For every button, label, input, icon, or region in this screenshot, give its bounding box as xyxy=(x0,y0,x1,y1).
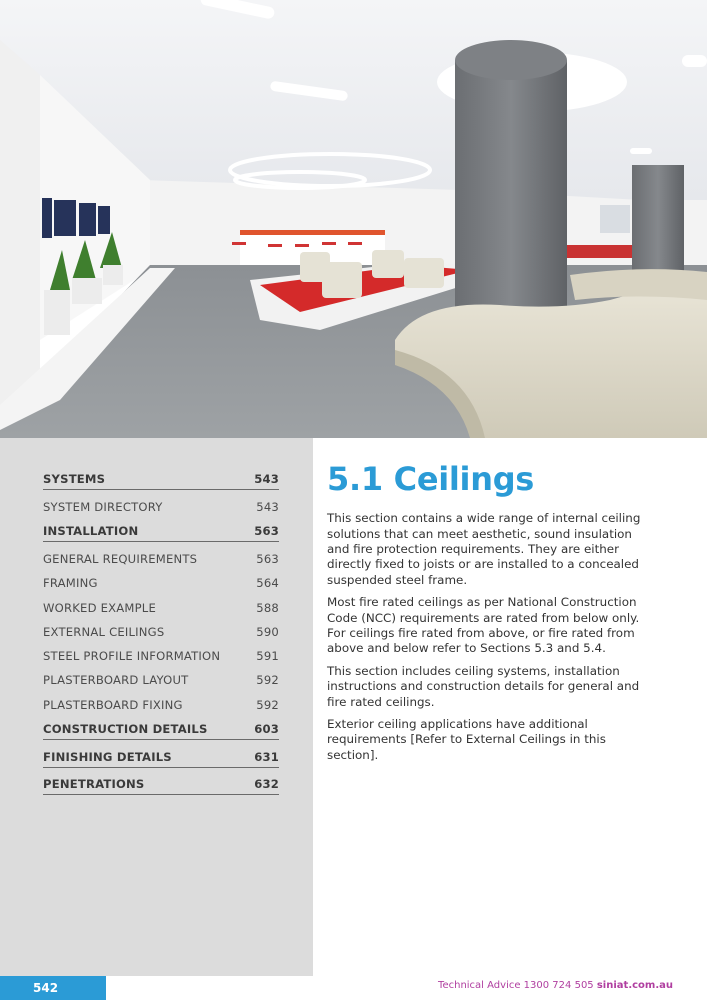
toc-item[interactable] xyxy=(43,667,279,687)
toc-label: PLASTERBOARD FIXING xyxy=(43,698,183,712)
toc-page: 564 xyxy=(256,576,279,590)
paragraph: Most fire rated ceilings as per National Construction Code (NCC) requirements are rated from below only. For ceilings fire rated from above, or fire rated from above and below refer to Sections 5.3 and 5.4. xyxy=(327,595,640,656)
toc-item[interactable] xyxy=(43,692,279,712)
page-number: 542 xyxy=(0,976,106,1000)
toc-item[interactable] xyxy=(43,619,279,639)
toc-item[interactable] xyxy=(43,744,279,764)
toc-label: CONSTRUCTION DETAILS xyxy=(43,722,208,736)
toc-label: SYSTEM DIRECTORY xyxy=(43,500,163,514)
toc-label: FRAMING xyxy=(43,576,98,590)
toc-item[interactable] xyxy=(43,570,279,590)
toc-page: 588 xyxy=(256,601,279,615)
toc-item[interactable] xyxy=(43,546,279,566)
toc-page: 591 xyxy=(256,649,279,663)
toc-label: PENETRATIONS xyxy=(43,777,145,791)
table-of-contents xyxy=(0,438,313,976)
toc-label: FINISHING DETAILS xyxy=(43,750,172,764)
toc-item[interactable] xyxy=(43,595,279,615)
section-title: 5.1 Ceilings xyxy=(327,460,535,498)
website-link[interactable]: siniat.com.au xyxy=(596,980,673,991)
toc-item[interactable] xyxy=(43,716,279,736)
toc-page: 590 xyxy=(256,625,279,639)
main-content xyxy=(327,462,657,770)
office-interior-image xyxy=(0,0,707,438)
toc-page: 631 xyxy=(254,750,279,764)
toc-label: PLASTERBOARD LAYOUT xyxy=(43,673,189,687)
advice-text: Technical Advice 1300 724 505 xyxy=(438,980,594,991)
toc-item[interactable] xyxy=(43,643,279,663)
toc-page: 543 xyxy=(256,500,279,514)
toc-item[interactable] xyxy=(43,771,279,791)
toc-item[interactable] xyxy=(43,466,279,486)
footer-contact xyxy=(438,980,673,991)
toc-label: INSTALLATION xyxy=(43,524,139,538)
toc-label: GENERAL REQUIREMENTS xyxy=(43,552,198,566)
toc-label: STEEL PROFILE INFORMATION xyxy=(43,649,221,663)
toc-item[interactable] xyxy=(43,494,279,514)
hero-photo xyxy=(0,0,707,438)
paragraph: Exterior ceiling applications have additional requirements [Refer to External Ceilings in this section]. xyxy=(327,717,606,762)
toc-page: 603 xyxy=(254,722,279,736)
toc-page: 632 xyxy=(254,777,279,791)
toc-label: SYSTEMS xyxy=(43,472,106,486)
toc-page: 563 xyxy=(254,524,279,538)
toc-label: EXTERNAL CEILINGS xyxy=(43,625,165,639)
paragraph: This section contains a wide range of internal ceiling solutions that can meet aesthetic, sound insulation and fire protection requirements. They are either directly fixed to joists or are installed to a concealed suspended steel frame. xyxy=(327,511,641,587)
toc-page: 563 xyxy=(256,552,279,566)
toc-page: 592 xyxy=(256,673,279,687)
toc-page: 543 xyxy=(254,472,279,486)
toc-label: WORKED EXAMPLE xyxy=(43,601,156,615)
toc-item[interactable] xyxy=(43,518,279,538)
paragraph: This section includes ceiling systems, installation instructions and construction details for general and fire rated ceilings. xyxy=(327,663,640,709)
toc-page: 592 xyxy=(256,698,279,712)
